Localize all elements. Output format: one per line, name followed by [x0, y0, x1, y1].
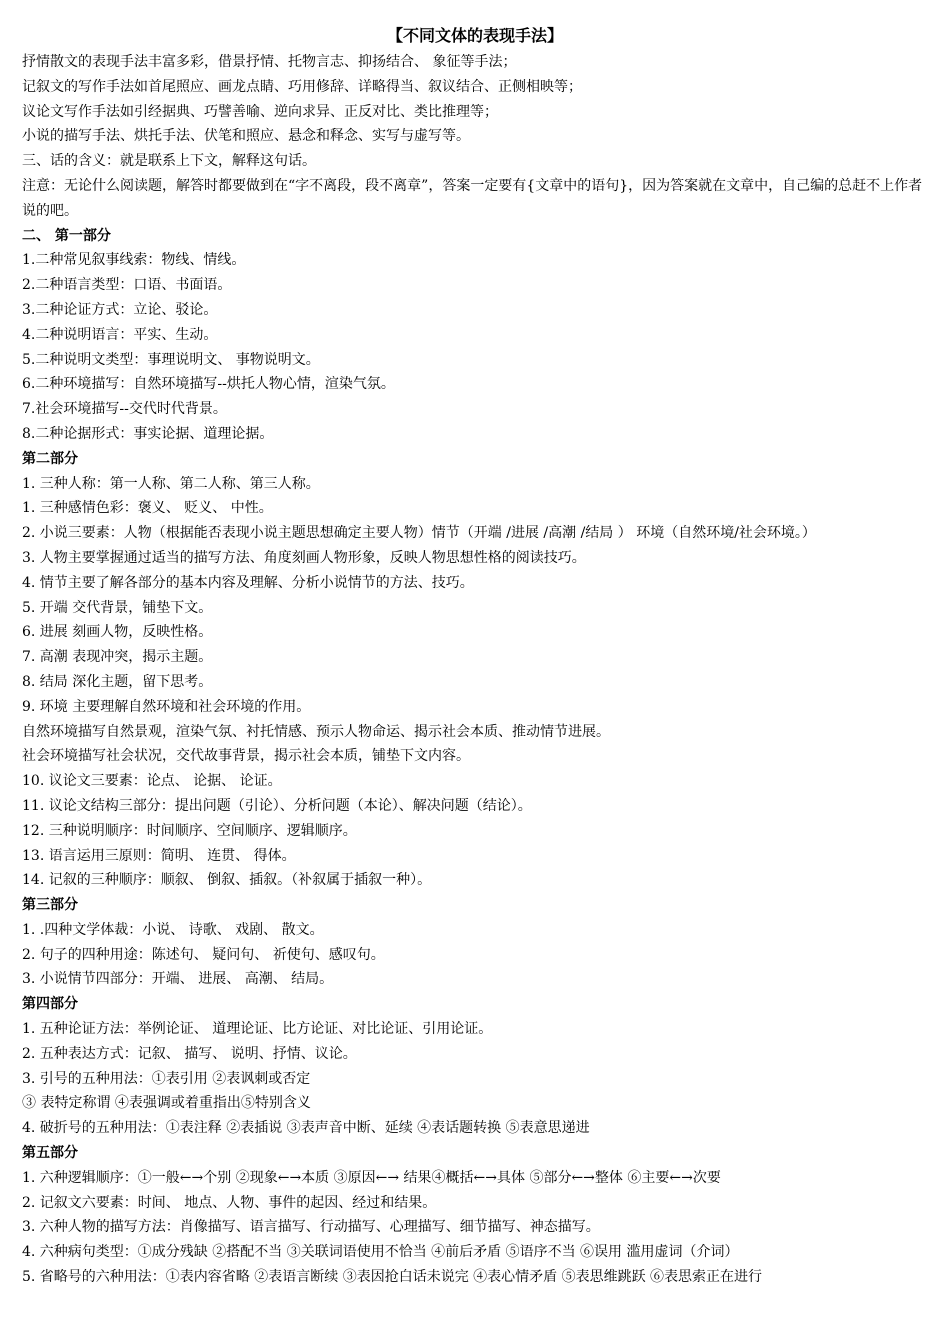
text-line: 11. 议论文结构三部分：提出问题（引论）、分析问题（本论）、解决问题（结论）。: [22, 797, 532, 814]
text-line: 抒情散文的表现手法丰富多彩，借景抒情、托物言志、抑扬结合、 象征等手法；: [22, 54, 517, 70]
text-line: 1. 三种感情色彩：褒义、 贬义、 中性。: [22, 500, 273, 517]
text-line: 3. 引号的五种用法：①表引用 ②表讽刺或否定: [22, 1070, 311, 1087]
section-heading: 第五部分: [22, 1145, 78, 1162]
text-line: 6. 进展 刻画人物，反映性格。: [22, 624, 213, 641]
text-line: 13. 语言运用三原则：简明、 连贯、 得体。: [22, 847, 296, 864]
document-body: [22, 50, 934, 1290]
text-line: 2.二种语言类型：口语、书面语。: [22, 277, 232, 294]
text-line: 社会环境描写社会状况，交代故事背景，揭示社会本质，铺垫下文内容。: [22, 748, 470, 765]
text-line: 7.社会环境描写--交代时代背景。: [22, 401, 227, 418]
text-line: 三、话的含义：就是联系上下文，解释这句话。: [22, 153, 316, 170]
section-heading: 第三部分: [22, 897, 78, 914]
text-line: 8.二种论据形式：事实论据、道理论据。: [22, 425, 274, 442]
text-line: 9. 环境 主要理解自然环境和社会环境的作用。: [22, 698, 311, 715]
section-heading: 第二部分: [22, 450, 78, 467]
text-line: ③ 表特定称谓 ④表强调或着重指出⑤特别含义: [22, 1095, 311, 1112]
text-line: 7. 高潮 表现冲突，揭示主题。: [22, 649, 213, 666]
text-line: 4.二种说明语言：平实、生动。: [22, 326, 218, 343]
text-line: 1.二种常见叙事线索：物线、情线。: [22, 252, 246, 269]
text-line: 1. 五种论证方法：举例论证、 道理论证、比方论证、对比论证、引用论证。: [22, 1021, 493, 1038]
text-line: 记叙文的写作手法如首尾照应、画龙点睛、巧用修辞、详略得当、叙议结合、正侧相映等；: [22, 78, 582, 95]
text-line: 12. 三种说明顺序：时间顺序、空间顺序、逻辑顺序。: [22, 822, 357, 839]
text-line: 6.二种环境描写：自然环境描写--烘托人物心情，渲染气氛。: [22, 376, 395, 393]
text-line: 4. 六种病句类型：①成分残缺 ②搭配不当 ③关联词语使用不恰当 ④前后矛盾 ⑤语序不当 ⑥误用 滥用虚词（介词）: [22, 1244, 739, 1261]
text-line: 3. 六种人物的描写方法：肖像描写、语言描写、行动描写、心理描写、细节描写、神态描写。: [22, 1219, 600, 1236]
text-line: 1. .四种文学体裁：小说、 诗歌、 戏剧、 散文。: [22, 921, 324, 938]
text-line: 2. 小说三要素：人物（根据能否表现小说主题思想确定主要人物）情节（开端 /进展 /高潮 /结局 ） 环境（自然环境/社会环境。）: [22, 525, 816, 542]
text-line: 8. 结局 深化主题，留下思考。: [22, 673, 213, 690]
text-line: 4. 破折号的五种用法：①表注释 ②表插说 ③表声音中断、延续 ④表话题转换 ⑤表意思递进: [22, 1120, 590, 1137]
text-line: 5.二种说明文类型：事理说明文、 事物说明文。: [22, 351, 320, 368]
text-line: 3.二种论证方式：立论、驳论。: [22, 301, 218, 318]
text-line: 1. 六种逻辑顺序：①一般←→个别 ②现象←→本质 ③原因←→ 结果④概括←→具体 ⑤部分←→整体 ⑥主要←→次要: [22, 1169, 721, 1186]
text-line: 议论文写作手法如引经据典、巧譬善喻、逆向求异、正反对比、类比推理等；: [22, 103, 498, 120]
text-line: 5. 省略号的六种用法：①表内容省略 ②表语言断续 ③表因抢白话未说完 ④表心情矛盾 ⑤表思维跳跃 ⑥表思索正在进行: [22, 1269, 763, 1286]
text-line: 5. 开端 交代背景，铺垫下文。: [22, 599, 213, 616]
document-title: 【不同文体的表现手法】: [386, 26, 563, 45]
text-line: 自然环境描写自然景观，渲染气氛、衬托情感、预示人物命运、揭示社会本质、推动情节进展。: [22, 723, 610, 740]
section-heading: 第四部分: [22, 996, 78, 1013]
text-line: 1. 三种人称：第一人称、第二人称、第三人称。: [22, 475, 320, 492]
text-line: 14. 记叙的三种顺序：顺叙、 倒叙、插叙。（补叙属于插叙一种）。: [22, 872, 432, 889]
text-line: 3. 小说情节四部分：开端、 进展、 高潮、 结局。: [22, 971, 334, 988]
text-line: 3. 人物主要掌握通过适当的描写方法、角度刻画人物形象，反映人物思想性格的阅读技巧。: [22, 549, 586, 566]
text-line: 2. 句子的四种用途：陈述句、 疑问句、 祈使句、感叹句。: [22, 946, 385, 963]
text-line: 10. 议论文三要素：论点、 论据、 论证。: [22, 773, 282, 790]
text-line: 2. 记叙文六要素：时间、 地点、人物、事件的起因、经过和结果。: [22, 1194, 437, 1211]
text-line: 4. 情节主要了解各部分的基本内容及理解、分析小说情节的方法、技巧。: [22, 574, 474, 591]
text-line: 小说的描写手法、烘托手法、伏笔和照应、悬念和释念、实写与虚写等。: [22, 128, 470, 145]
text-line: 2. 五种表达方式：记叙、 描写、 说明、抒情、议论。: [22, 1045, 357, 1062]
text-line: 注意：无论什么阅读题，解答时都要做到在“字不离段，段不离章”，答案一定要有{文章中的语句}，因为答案就在文章中，自己编的总赶不上作者说的吧。: [22, 177, 923, 219]
section-heading: 二、 第一部分: [22, 227, 111, 244]
